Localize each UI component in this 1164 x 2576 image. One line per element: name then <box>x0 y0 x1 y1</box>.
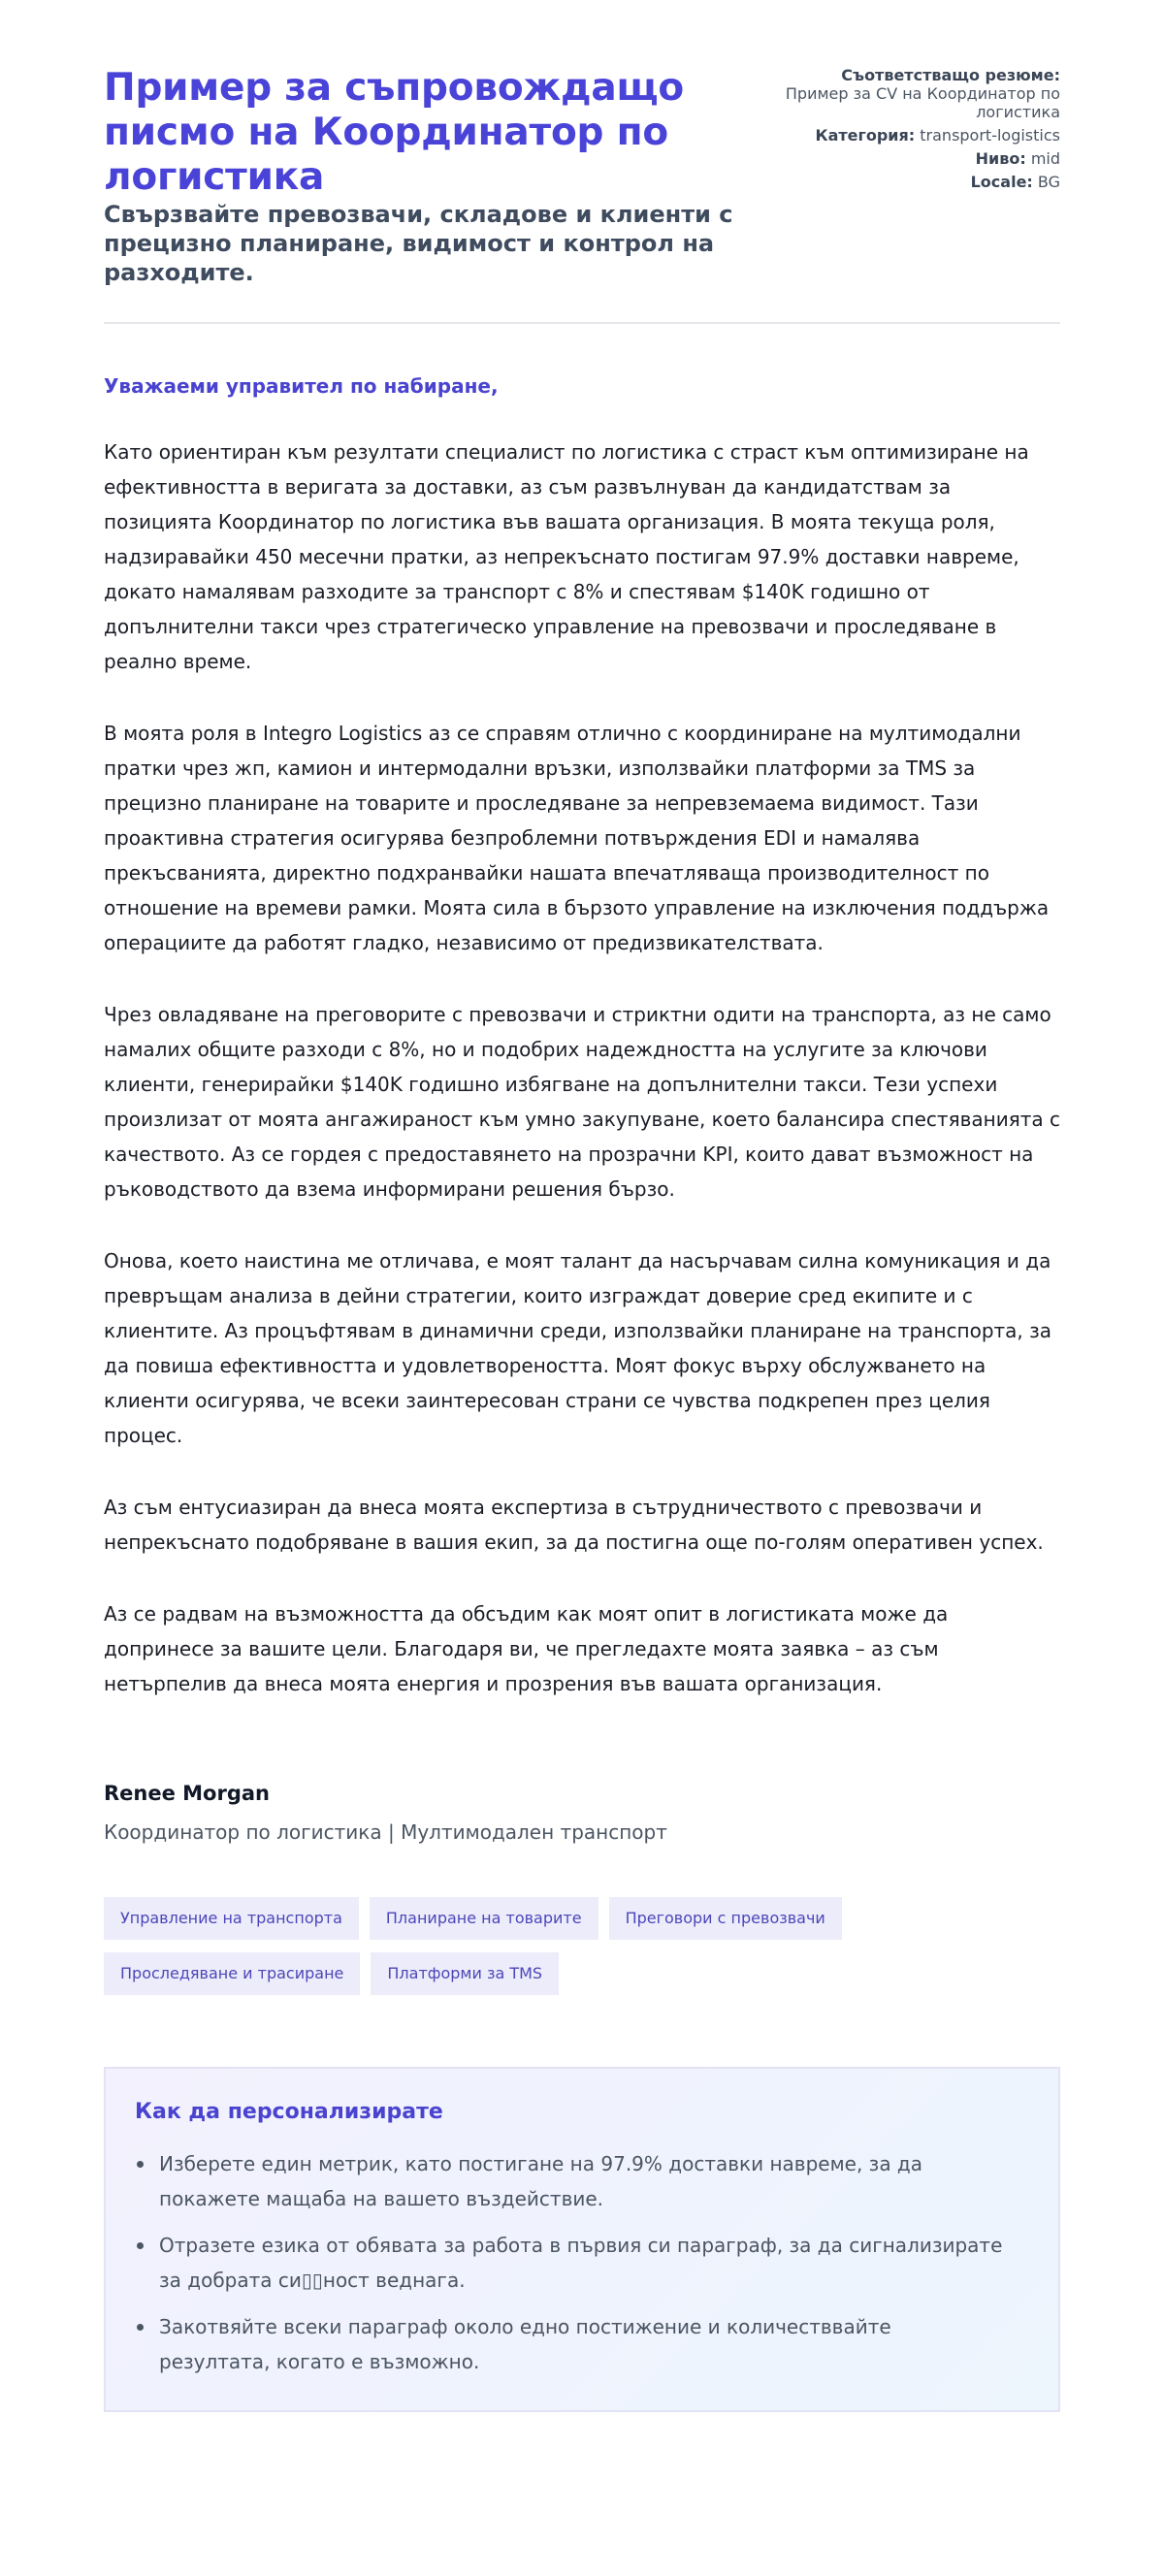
tip-text: Отразете езика от обявата за работа в първия си параграф, за да сигнализирате за добрата си▯▯ност веднага. <box>159 2234 1003 2292</box>
skill-tags <box>104 1897 1064 1995</box>
meta-category <box>769 126 1060 145</box>
tip-text: Изберете един метрик, като постигане на 97.9% доставки навреме, за да покажете мащаба на вашето въздействие. <box>159 2152 923 2210</box>
letter-paragraph: Аз съм ентусиазиран да внеса моята експертиза в сътрудничеството с превозвачи и непрекъснато подобряване в вашия екип, за да постигна още по-голям оперативен успех. <box>104 1496 1044 1554</box>
tip-text: Закотвяйте всеки параграф около едно постижение и количестввайте резултата, когато е възможно. <box>159 2315 891 2373</box>
skill-tag[interactable]: Управление на транспорта <box>104 1897 359 1940</box>
letter-paragraph: Като ориентиран към резултати специалист по логистика с страст към оптимизиране на ефективността в веригата за доставки, аз съм развълнуван да кандидатствам за позицията Координатор по логистика във вашата организация. В моята текуща роля, надзиравайки 450 месечни пратки, аз непрекъснато постигам 97.9% доставки навреме, докато намалявам разходите за транспорт с 8% и спестявам $140K годишно от допълнителни такси чрез стратегическо управление на превозвачи и проследяване в реално време. <box>104 440 1029 673</box>
tip-item <box>135 2146 1008 2216</box>
meta-level-value: mid <box>1030 149 1060 168</box>
meta-category-value: transport-logistics <box>920 126 1060 145</box>
letter-paragraph: Аз се радвам на възможността да обсъдим как моят опит в логистиката може да допринесе за вашите цели. Благодаря ви, че прегледахте моята заявка – аз съм нетърпелив да внеса моята енергия и прозрения във вашата организация. <box>104 1602 949 1695</box>
customize-title: Как да персонализирате <box>135 2100 443 2124</box>
meta-resume-value[interactable]: Пример за CV на Координатор по логистика <box>785 84 1060 121</box>
tips-list <box>135 2146 1029 2379</box>
meta-resume <box>769 66 1060 121</box>
skill-tag[interactable]: Планиране на товарите <box>370 1897 598 1940</box>
meta-category-label: Категория: <box>815 126 916 145</box>
tip-item <box>135 2309 1008 2379</box>
skill-tag[interactable]: Преговори с превозвачи <box>609 1897 842 1940</box>
customize-tips-box <box>104 2067 1060 2412</box>
meta-level <box>769 149 1060 168</box>
bullet-dot-icon <box>137 2242 144 2249</box>
letter-paragraph: Онова, което наистина ме отличава, е моят талант да насърчавам силна комуникация и да превръщам анализа в дейни стратегии, които изграждат доверие сред екипите и с клиентите. Аз процъфтявам в динамични среди, използвайки планиране на транспорта, за да повиша ефективността и удовлетвореността. Моят фокус върху обслужването на клиенти осигурява, че всеки заинтересован страни се чувства подкрепен през целия процес. <box>104 1249 1052 1447</box>
bullet-dot-icon <box>137 2324 144 2331</box>
signature-name: Renee Morgan <box>104 1782 270 1805</box>
meta-locale-label: Locale: <box>970 173 1033 191</box>
bullet-dot-icon <box>137 2161 144 2168</box>
skill-tag[interactable]: Проследяване и трасиране <box>104 1952 360 1995</box>
header-titles <box>104 66 763 287</box>
tip-item <box>135 2228 1008 2298</box>
page-subtitle: Свързвайте превозвачи, складове и клиенти с прецизно планиране, видимост и контрол на разходите. <box>104 201 733 286</box>
meta-panel <box>769 66 1060 196</box>
signature-block <box>104 1779 1060 1847</box>
header-divider <box>104 322 1060 324</box>
letter-body <box>104 372 1060 1847</box>
letter-paragraph: В моята роля в Integro Logistics аз се справям отлично с координиране на мултимодални пратки чрез жп, камион и интермодални връзки, използвайки платформи за TMS за прецизно планиране на товарите и проследяване за непревземаема видимост. Тази проактивна стратегия осигурява безпроблемни потвърждения EDI и намалява прекъсванията, директно подхранвайки нашата впечатляваща производителност по отношение на времеви рамки. Моята сила в бързото управление на изключения поддържа операциите да работят гладко, независимо от предизвикателствата. <box>104 722 1050 954</box>
letter-greeting: Уважаеми управител по набиране, <box>104 374 499 398</box>
meta-resume-label: Съответстващо резюме: <box>841 66 1060 84</box>
page-header <box>104 66 1060 287</box>
meta-locale <box>769 173 1060 191</box>
meta-locale-value: BG <box>1037 173 1060 191</box>
skill-tag[interactable]: Платформи за TMS <box>371 1952 559 1995</box>
letter-paragraph: Чрез овладяване на преговорите с превозвачи и стриктни одити на транспорта, аз не само намалих общите разходи с 8%, но и подобрих надеждността на услугите за ключови клиенти, генерирайки $140K годишно избягване на допълнителни такси. Тези успехи произлизат от моята ангажираност към умно закупуване, което балансира спестяванията с качеството. Аз се гордея с предоставянето на прозрачни KPI, които дават възможност на ръководството да взема информирани решения бързо. <box>104 1003 1061 1201</box>
signature-title: Координатор по логистика | Мултимодален транспорт <box>104 1820 667 1844</box>
page-title: Пример за съпровождащо писмо на Координатор по логистика <box>104 66 684 199</box>
meta-level-label: Ниво: <box>975 149 1026 168</box>
